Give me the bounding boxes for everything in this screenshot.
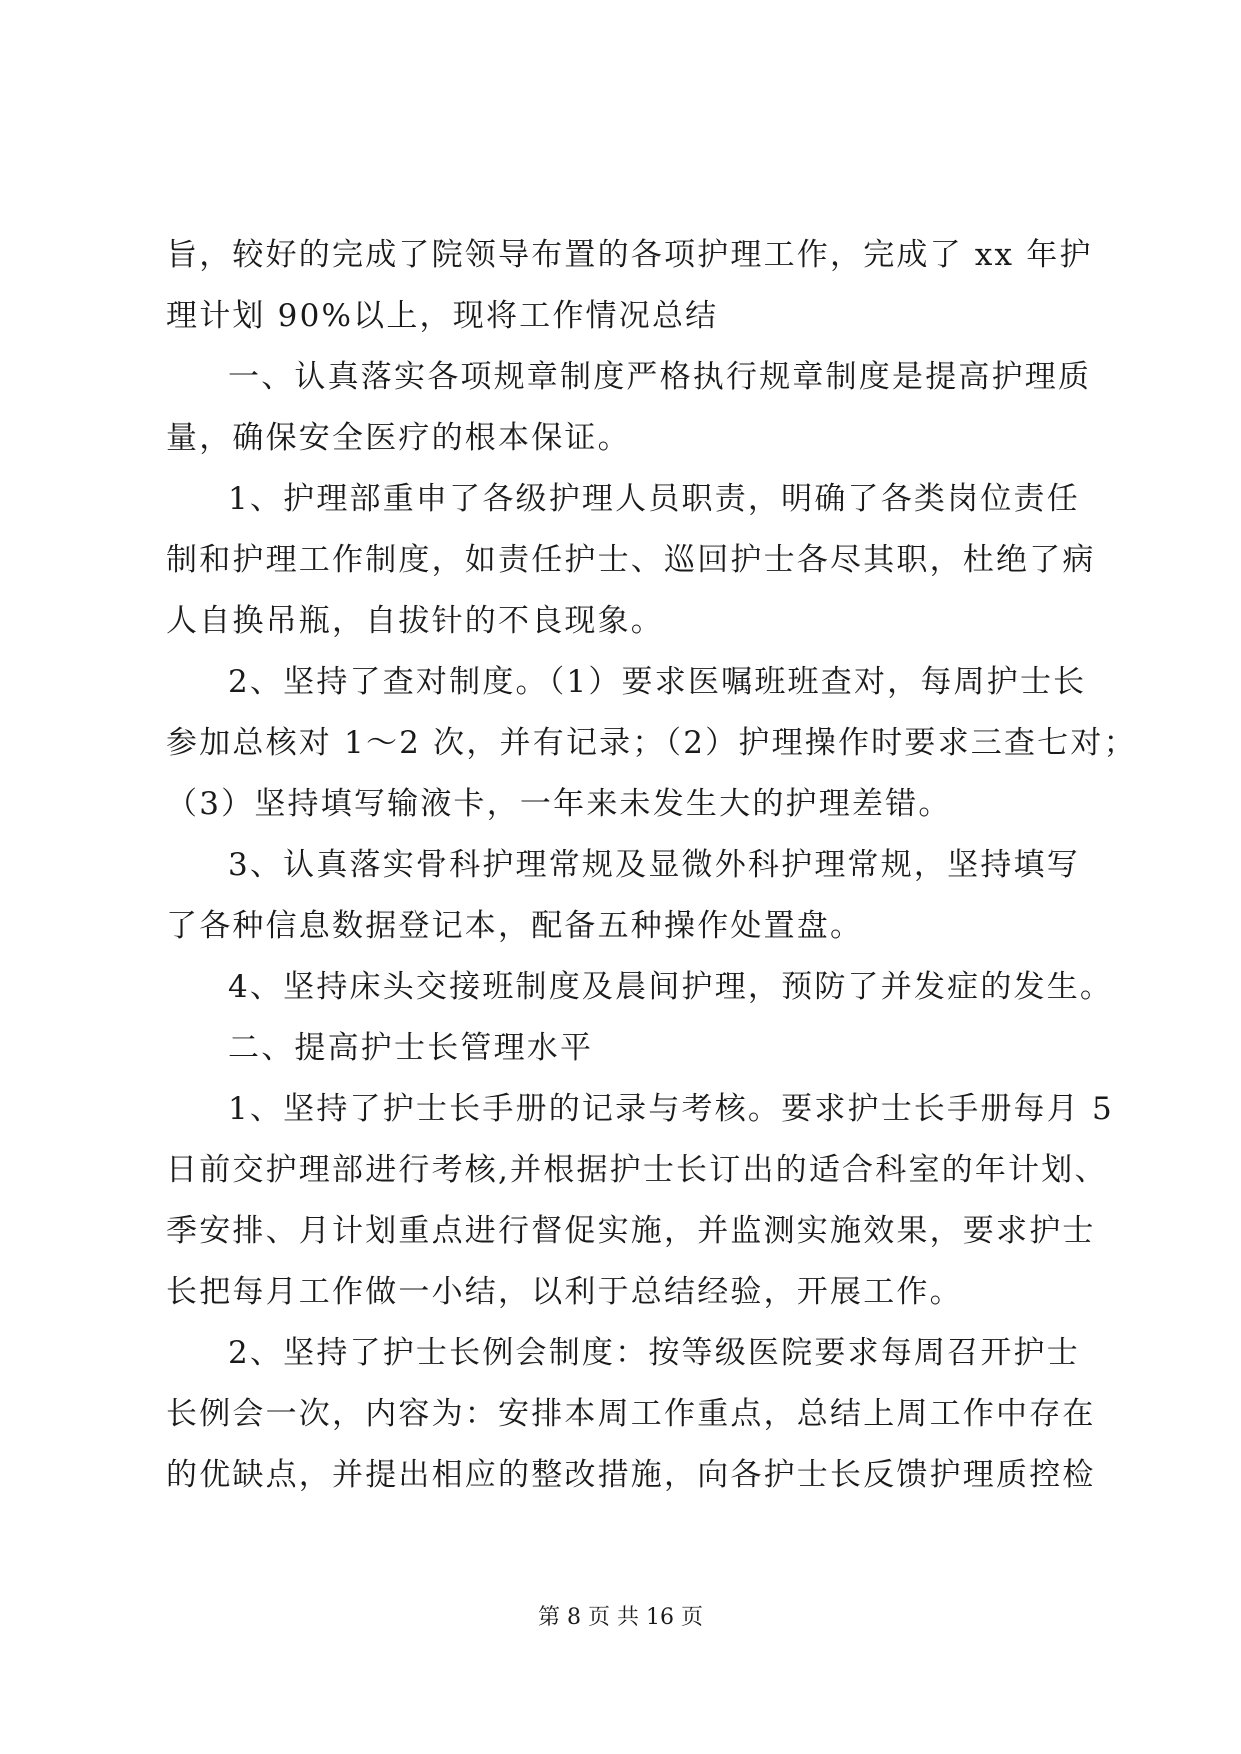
text-line: 3、认真落实骨科护理常规及显微外科护理常规，坚持填写 xyxy=(228,847,1080,883)
text-line: 旨，较好的完成了院领导布置的各项护理工作，完成了 xx 年护 xyxy=(166,237,1093,273)
text-line: 1、护理部重申了各级护理人员职责，明确了各类岗位责任 xyxy=(228,481,1080,517)
text-line: 的优缺点，并提出相应的整改措施，向各护士长反馈护理质控检 xyxy=(166,1457,1096,1493)
text-line: 季安排、月计划重点进行督促实施，并监测实施效果，要求护士 xyxy=(166,1213,1096,1249)
page-number-footer: 第 8 页 共 16 页 xyxy=(538,1605,703,1630)
document-body xyxy=(166,225,1137,1506)
text-line: 参加总核对 1～2 次，并有记录；（2）护理操作时要求三查七对； xyxy=(166,725,1137,761)
text-line: 制和护理工作制度，如责任护士、巡回护士各尽其职，杜绝了病 xyxy=(166,542,1096,578)
text-line: 2、坚持了查对制度。（1）要求医嘱班班查对，每周护士长 xyxy=(228,664,1087,700)
text-line: 长把每月工作做一小结，以利于总结经验，开展工作。 xyxy=(166,1274,963,1310)
text-line: 4、坚持床头交接班制度及晨间护理，预防了并发症的发生。 xyxy=(228,969,1114,1005)
text-line: 量，确保安全医疗的根本保证。 xyxy=(166,420,631,456)
text-line: 了各种信息数据登记本，配备五种操作处置盘。 xyxy=(166,908,864,944)
text-line: 人自换吊瓶，自拔针的不良现象。 xyxy=(166,603,664,639)
text-line: （3）坚持填写输液卡，一年来未发生大的护理差错。 xyxy=(166,786,952,822)
text-line: 1、坚持了护士长手册的记录与考核。要求护士长手册每月 5 xyxy=(228,1091,1114,1127)
section-heading: 一、认真落实各项规章制度严格执行规章制度是提高护理质 xyxy=(228,359,1092,395)
text-line: 日前交护理部进行考核,并根据护士长订出的适合科室的年计划、 xyxy=(166,1152,1108,1188)
section-heading: 二、提高护士长管理水平 xyxy=(228,1030,594,1066)
text-line: 长例会一次，内容为：安排本周工作重点，总结上周工作中存在 xyxy=(166,1396,1096,1432)
text-line: 2、坚持了护士长例会制度：按等级医院要求每周召开护士 xyxy=(228,1335,1080,1371)
text-line: 理计划 90%以上，现将工作情况总结 xyxy=(166,298,719,334)
